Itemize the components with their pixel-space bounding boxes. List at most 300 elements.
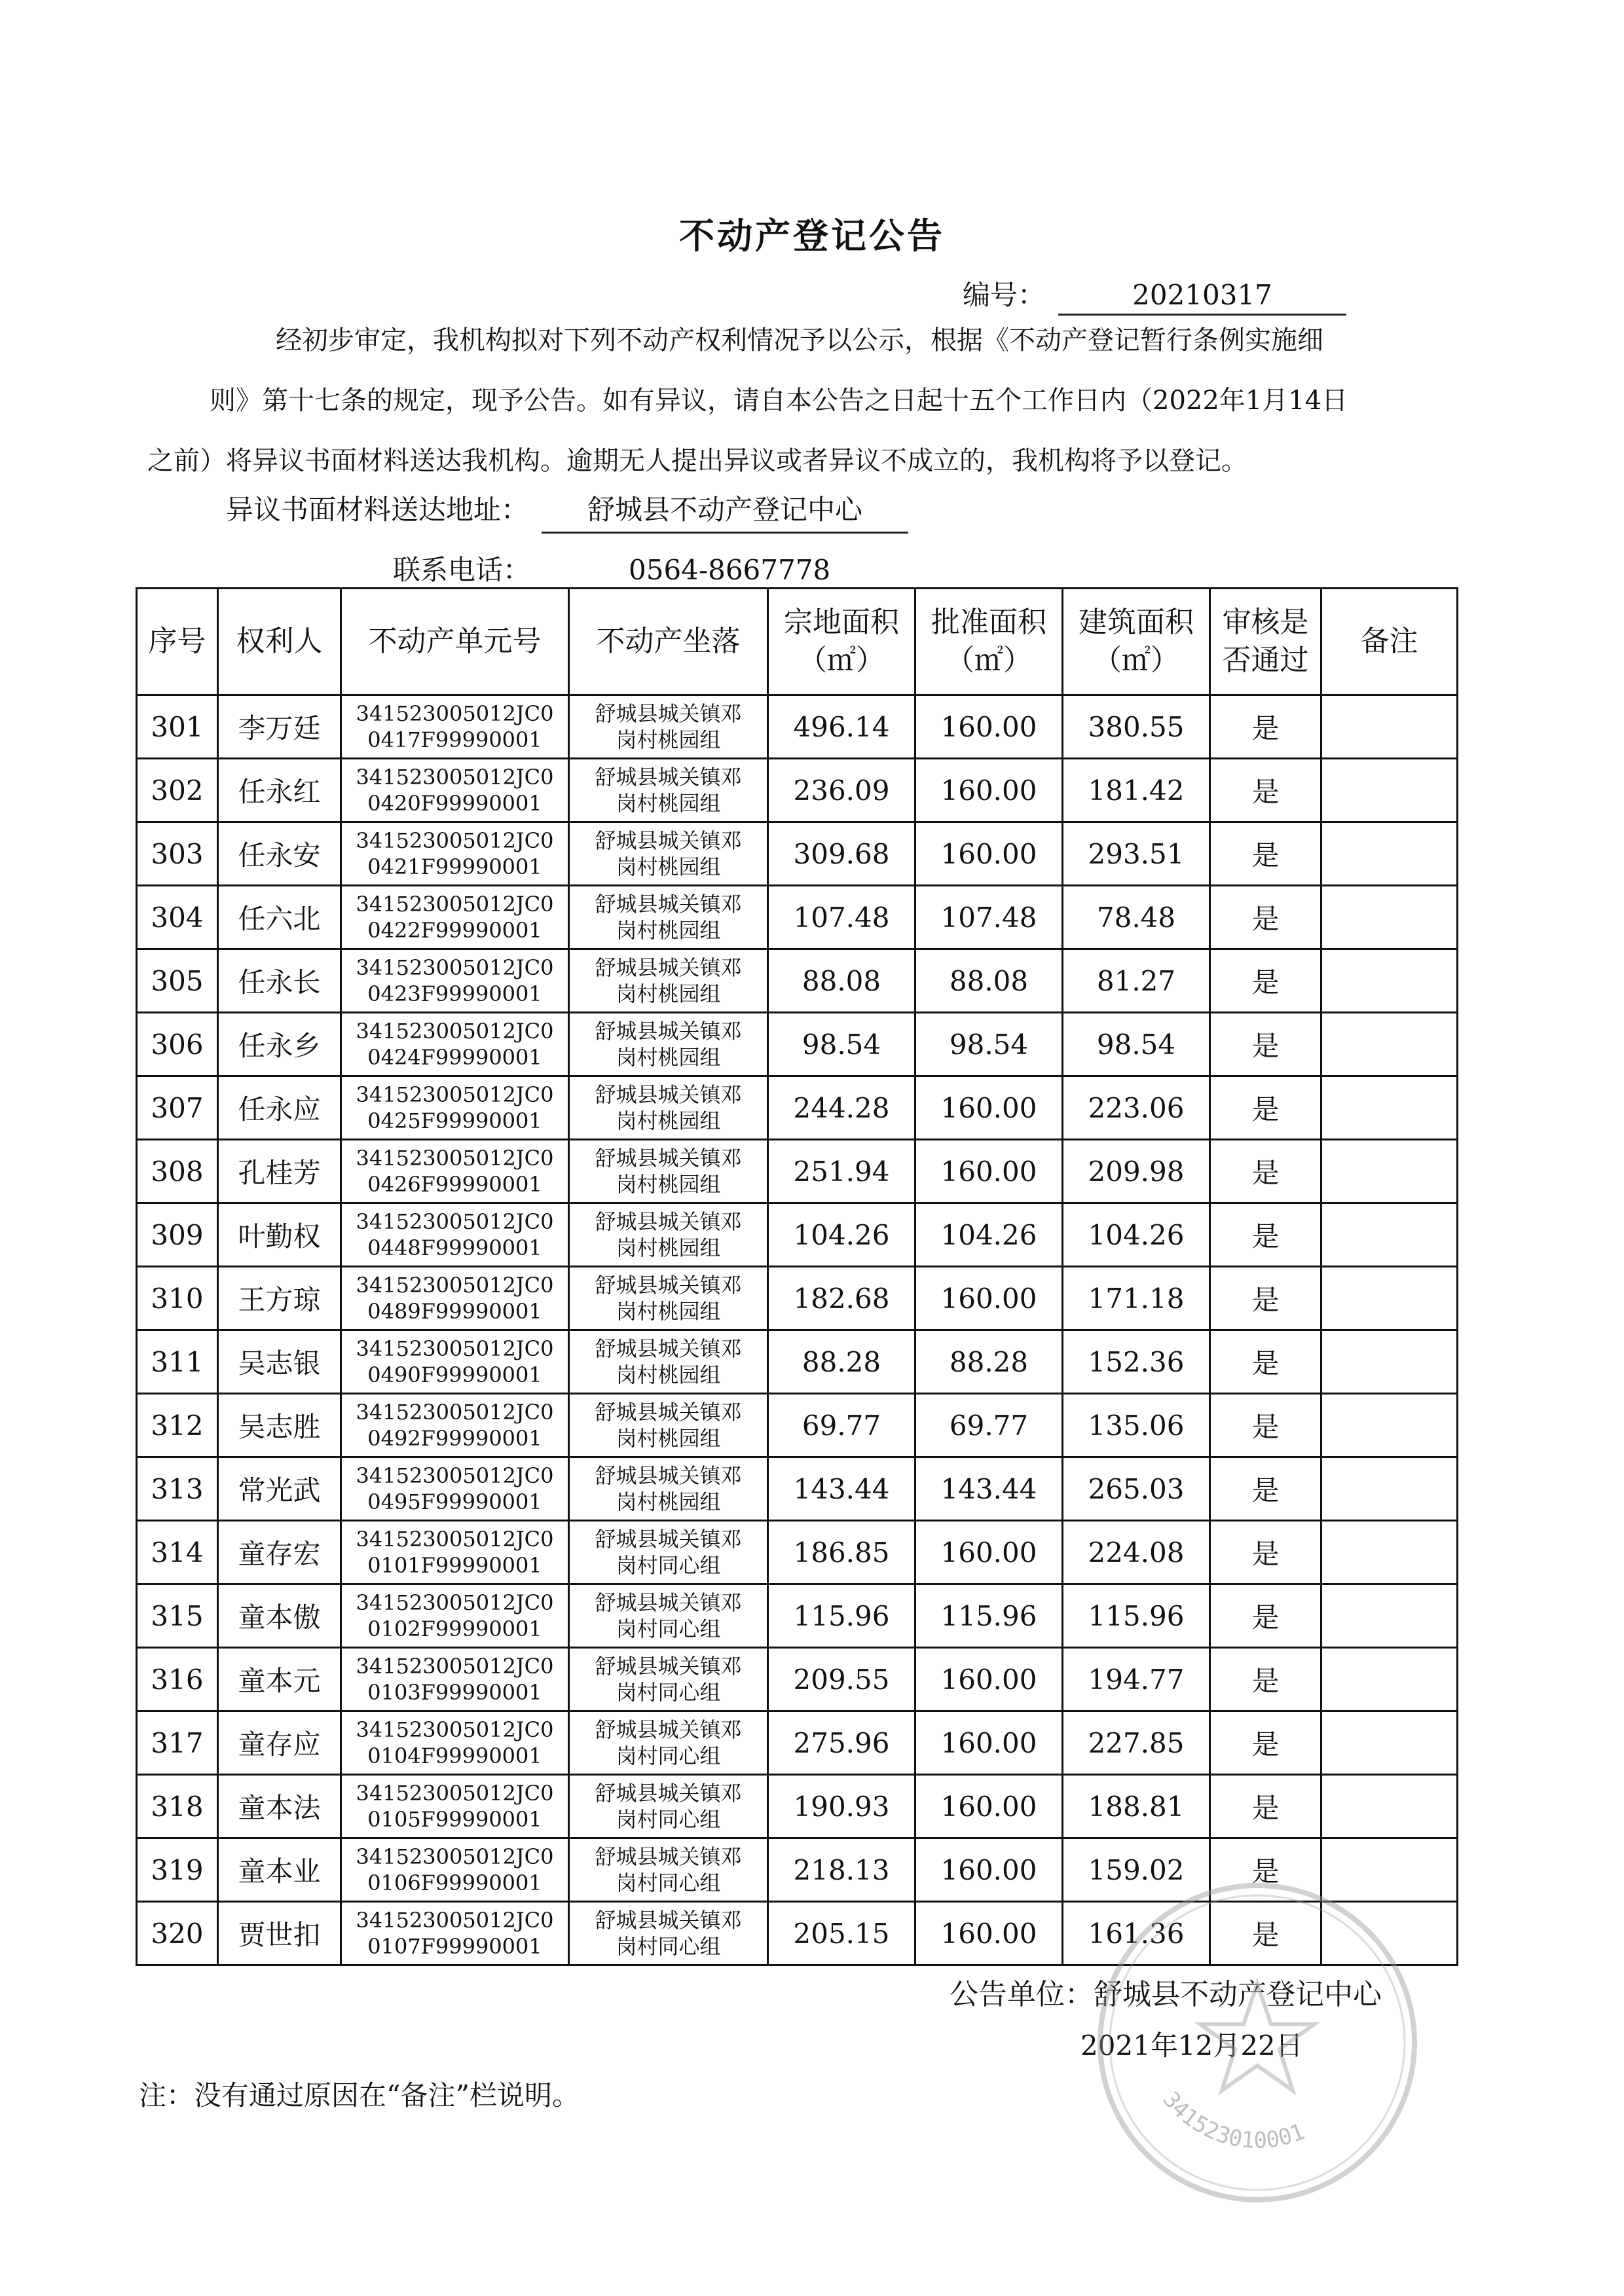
cell-land-area <box>768 695 915 759</box>
cell-unit-no <box>341 1140 569 1203</box>
cell-seq <box>137 1457 218 1521</box>
table-row <box>137 1267 1458 1330</box>
cell-passed <box>1210 1457 1321 1521</box>
cell-approved-area <box>915 1267 1063 1330</box>
cell-owner-text: 叶勤权 <box>238 1220 321 1252</box>
cell-seq <box>137 1584 218 1648</box>
cell-unit-no-text: 0417F99990001 <box>367 727 542 752</box>
cell-building-area <box>1063 1076 1210 1140</box>
cell-land-area-text: 218.13 <box>793 1853 890 1886</box>
cell-owner-text: 吴志银 <box>238 1347 321 1379</box>
cell-unit-no-text: 341523005012JC0 <box>356 765 554 790</box>
cell-building-area-text: 159.02 <box>1088 1853 1185 1886</box>
cell-owner <box>218 1076 341 1140</box>
table-row <box>137 1457 1458 1521</box>
table-row <box>137 949 1458 1013</box>
cell-land-area-text: 205.15 <box>793 1917 890 1950</box>
cell-location-text: 岗村同心组 <box>616 1743 721 1768</box>
cell-passed <box>1210 1521 1321 1584</box>
cell-building-area-text: 115.96 <box>1088 1599 1185 1632</box>
cell-seq <box>137 1775 218 1838</box>
cell-location-text: 岗村桃园组 <box>616 727 721 752</box>
cell-location <box>569 1648 768 1711</box>
cell-unit-no-text: 0423F99990001 <box>367 981 542 1006</box>
cell-unit-no-text: 341523005012JC0 <box>356 1273 554 1298</box>
cell-building-area-text: 161.36 <box>1088 1917 1185 1950</box>
cell-land-area <box>768 886 915 949</box>
cell-passed <box>1210 1267 1321 1330</box>
cell-unit-no-text: 341523005012JC0 <box>356 828 554 853</box>
cell-passed-text: 是 <box>1251 1538 1280 1570</box>
cell-unit-no <box>341 759 569 822</box>
table-header-row <box>137 589 1458 695</box>
cell-approved-area <box>915 1457 1063 1521</box>
cell-seq-text: 303 <box>151 837 204 870</box>
cell-land-area <box>768 949 915 1013</box>
cell-owner <box>218 759 341 822</box>
cell-building-area <box>1063 1775 1210 1838</box>
cell-passed-text: 是 <box>1251 1855 1280 1887</box>
cell-unit-no-text: 341523005012JC0 <box>356 1336 554 1361</box>
cell-approved-area <box>915 886 1063 949</box>
cell-approved-area <box>915 695 1063 759</box>
cell-seq <box>137 1838 218 1902</box>
cell-seq-text: 313 <box>151 1472 204 1505</box>
cell-passed-text: 是 <box>1251 1792 1280 1824</box>
cell-owner <box>218 695 341 759</box>
cell-owner-text: 任六北 <box>238 903 321 935</box>
cell-building-area <box>1063 1203 1210 1267</box>
cell-approved-area-text: 160.00 <box>940 774 1037 807</box>
cell-location <box>569 1330 768 1394</box>
cell-unit-no <box>341 1203 569 1267</box>
cell-owner <box>218 1584 341 1648</box>
cell-location-text: 舒城县城关镇邓 <box>595 1400 742 1425</box>
cell-land-area <box>768 1584 915 1648</box>
cell-location-text: 舒城县城关镇邓 <box>595 1908 742 1933</box>
cell-unit-no-text: 341523005012JC0 <box>356 1146 554 1171</box>
cell-building-area-text: 209.98 <box>1088 1155 1185 1188</box>
cell-owner-text: 童本法 <box>238 1792 321 1824</box>
cell-owner <box>218 1838 341 1902</box>
cell-owner <box>218 1902 341 1965</box>
cell-passed <box>1210 822 1321 886</box>
cell-building-area-text: 78.48 <box>1096 901 1176 934</box>
cell-passed-text: 是 <box>1251 1665 1280 1697</box>
cell-land-area <box>768 759 915 822</box>
cell-land-area-text: 244.28 <box>793 1091 890 1124</box>
cell-unit-no-text: 341523005012JC0 <box>356 1527 554 1552</box>
cell-owner <box>218 1521 341 1584</box>
header-unit-no: 不动产单元号 <box>341 589 569 695</box>
header-land-area-line2: （㎡） <box>798 644 885 677</box>
paragraph-line-1: 经初步审定，我机构拟对下列不动产权利情况予以公示，根据《不动产登记暂行条例实施细 <box>276 325 1323 355</box>
cell-building-area <box>1063 1584 1210 1648</box>
cell-owner <box>218 822 341 886</box>
cell-unit-no-text: 341523005012JC0 <box>356 1463 554 1488</box>
cell-unit-no-text: 0102F99990001 <box>367 1616 542 1641</box>
cell-approved-area <box>915 1521 1063 1584</box>
cell-owner <box>218 1457 341 1521</box>
cell-approved-area <box>915 1711 1063 1775</box>
cell-remark <box>1321 1267 1458 1330</box>
cell-approved-area-text: 160.00 <box>940 1663 1037 1696</box>
cell-location-text: 岗村桃园组 <box>616 1362 721 1387</box>
cell-building-area <box>1063 1457 1210 1521</box>
cell-approved-area <box>915 949 1063 1013</box>
cell-unit-no-text: 0107F99990001 <box>367 1934 542 1959</box>
header-building-area-line2: （㎡） <box>1093 644 1179 677</box>
cell-remark <box>1321 1775 1458 1838</box>
cell-passed <box>1210 1203 1321 1267</box>
cell-owner <box>218 1711 341 1775</box>
cell-unit-no-text: 341523005012JC0 <box>356 1844 554 1869</box>
cell-seq-text: 314 <box>151 1536 204 1569</box>
cell-unit-no-text: 0105F99990001 <box>367 1807 542 1832</box>
cell-approved-area-text: 160.00 <box>940 1155 1037 1188</box>
cell-seq-text: 315 <box>151 1599 204 1632</box>
cell-approved-area-text: 160.00 <box>940 1536 1037 1569</box>
cell-approved-area-text: 160.00 <box>940 1091 1037 1124</box>
cell-building-area <box>1063 1521 1210 1584</box>
cell-unit-no <box>341 1013 569 1076</box>
cell-seq <box>137 1394 218 1457</box>
cell-owner <box>218 1013 341 1076</box>
cell-land-area <box>768 1457 915 1521</box>
cell-building-area-text: 194.77 <box>1088 1663 1185 1696</box>
cell-unit-no-text: 0104F99990001 <box>367 1743 542 1768</box>
cell-seq <box>137 1648 218 1711</box>
cell-location-text: 舒城县城关镇邓 <box>595 828 742 853</box>
table-row <box>137 1775 1458 1838</box>
cell-remark <box>1321 1203 1458 1267</box>
cell-owner-text: 任永应 <box>238 1093 321 1125</box>
cell-approved-area-text: 115.96 <box>940 1599 1037 1632</box>
table-row <box>137 1394 1458 1457</box>
cell-location-text: 岗村同心组 <box>616 1934 721 1959</box>
cell-building-area-text: 227.85 <box>1088 1726 1185 1759</box>
cell-approved-area <box>915 1203 1063 1267</box>
cell-passed <box>1210 1648 1321 1711</box>
cell-location-text: 岗村桃园组 <box>616 1426 721 1451</box>
cell-land-area <box>768 1838 915 1902</box>
cell-owner-text: 任永长 <box>238 966 321 998</box>
cell-location <box>569 759 768 822</box>
cell-location-text: 岗村桃园组 <box>616 918 721 943</box>
cell-land-area-text: 309.68 <box>793 837 890 870</box>
cell-approved-area-text: 160.00 <box>940 1282 1037 1315</box>
cell-seq-text: 318 <box>151 1790 204 1823</box>
cell-location-text: 舒城县城关镇邓 <box>595 1019 742 1044</box>
cell-seq <box>137 759 218 822</box>
cell-unit-no-text: 0101F99990001 <box>367 1553 542 1578</box>
cell-owner-text: 任永红 <box>238 776 321 808</box>
table-row <box>137 1584 1458 1648</box>
objection-address <box>226 488 908 534</box>
cell-seq <box>137 1203 218 1267</box>
cell-land-area-text: 209.55 <box>793 1663 890 1696</box>
cell-unit-no <box>341 1648 569 1711</box>
cell-seq-text: 306 <box>151 1028 204 1061</box>
cell-owner <box>218 1203 341 1267</box>
cell-land-area-text: 69.77 <box>802 1409 881 1442</box>
cell-passed-text: 是 <box>1251 712 1280 744</box>
cell-unit-no-text: 0426F99990001 <box>367 1172 542 1197</box>
header-approved-line2: 否通过 <box>1222 644 1309 677</box>
cell-land-area <box>768 1394 915 1457</box>
cell-seq <box>137 822 218 886</box>
header-land-area <box>768 589 915 695</box>
cell-approved-area <box>915 1838 1063 1902</box>
cell-building-area-text: 104.26 <box>1088 1218 1185 1251</box>
cell-location-text: 舒城县城关镇邓 <box>595 1590 742 1615</box>
cell-owner <box>218 1330 341 1394</box>
cell-building-area <box>1063 886 1210 949</box>
cell-seq <box>137 1330 218 1394</box>
cell-passed-text: 是 <box>1251 1919 1280 1951</box>
cell-approved-area <box>915 1394 1063 1457</box>
official-seal <box>1087 1872 1428 2213</box>
cell-location <box>569 949 768 1013</box>
table-row <box>137 822 1458 886</box>
cell-location-text: 岗村同心组 <box>616 1680 721 1705</box>
cell-location-text: 舒城县城关镇邓 <box>595 1209 742 1234</box>
cell-unit-no-text: 341523005012JC0 <box>356 701 554 726</box>
cell-owner-text: 任永安 <box>238 839 321 871</box>
cell-location-text: 岗村桃园组 <box>616 1489 721 1514</box>
document-number <box>963 274 1346 316</box>
cell-location-text: 岗村桃园组 <box>616 1108 721 1133</box>
cell-seq <box>137 1267 218 1330</box>
cell-unit-no-text: 341523005012JC0 <box>356 1019 554 1044</box>
cell-location <box>569 1457 768 1521</box>
cell-remark <box>1321 1394 1458 1457</box>
cell-building-area-text: 224.08 <box>1088 1536 1185 1569</box>
cell-seq-text: 309 <box>151 1218 204 1251</box>
issue-date: 2021年12月22日 <box>1080 2030 1303 2062</box>
table-row <box>137 1711 1458 1775</box>
cell-location <box>569 1711 768 1775</box>
cell-approved-area-text: 160.00 <box>940 710 1037 743</box>
cell-location-text: 岗村同心组 <box>616 1616 721 1641</box>
cell-land-area <box>768 1902 915 1965</box>
cell-location <box>569 1140 768 1203</box>
cell-seq-text: 307 <box>151 1091 204 1124</box>
cell-approved-area-text: 160.00 <box>940 1726 1037 1759</box>
cell-location-text: 岗村桃园组 <box>616 1299 721 1324</box>
cell-unit-no-text: 0425F99990001 <box>367 1108 542 1133</box>
cell-land-area-text: 182.68 <box>793 1282 890 1315</box>
cell-unit-no <box>341 1838 569 1902</box>
cell-location-text: 舒城县城关镇邓 <box>595 1082 742 1107</box>
cell-owner-text: 童本傲 <box>238 1601 321 1633</box>
cell-approved-area-text: 69.77 <box>949 1409 1029 1442</box>
cell-remark <box>1321 1140 1458 1203</box>
cell-unit-no <box>341 1330 569 1394</box>
cell-land-area <box>768 1775 915 1838</box>
cell-seq <box>137 1076 218 1140</box>
cell-passed-text: 是 <box>1251 1728 1280 1760</box>
cell-seq <box>137 1521 218 1584</box>
cell-approved-area <box>915 759 1063 822</box>
cell-unit-no-text: 341523005012JC0 <box>356 1717 554 1742</box>
cell-owner-text: 吴志胜 <box>238 1411 321 1443</box>
cell-building-area-text: 81.27 <box>1096 964 1176 997</box>
cell-owner-text: 常光武 <box>238 1474 321 1506</box>
header-approved-line1: 审核是 <box>1222 606 1309 639</box>
cell-location <box>569 695 768 759</box>
cell-unit-no-text: 0490F99990001 <box>367 1362 542 1387</box>
cell-passed-text: 是 <box>1251 1474 1280 1506</box>
header-location: 不动产坐落 <box>569 589 768 695</box>
cell-location <box>569 1267 768 1330</box>
cell-unit-no <box>341 1711 569 1775</box>
cell-passed-text: 是 <box>1251 1093 1280 1125</box>
cell-passed <box>1210 1076 1321 1140</box>
cell-location-text: 舒城县城关镇邓 <box>595 765 742 790</box>
table-row <box>137 1076 1458 1140</box>
cell-building-area <box>1063 695 1210 759</box>
cell-building-area-text: 98.54 <box>1096 1028 1176 1061</box>
cell-location-text: 舒城县城关镇邓 <box>595 1273 742 1298</box>
cell-location-text: 岗村桃园组 <box>616 791 721 816</box>
cell-unit-no-text: 341523005012JC0 <box>356 1082 554 1107</box>
cell-unit-no-text: 0106F99990001 <box>367 1870 542 1895</box>
cell-passed-text: 是 <box>1251 839 1280 871</box>
cell-location-text: 舒城县城关镇邓 <box>595 1527 742 1552</box>
cell-land-area-text: 115.96 <box>793 1599 890 1632</box>
cell-passed <box>1210 1711 1321 1775</box>
cell-unit-no-text: 341523005012JC0 <box>356 1209 554 1234</box>
cell-land-area <box>768 1140 915 1203</box>
cell-building-area-text: 181.42 <box>1088 774 1185 807</box>
cell-land-area-text: 186.85 <box>793 1536 890 1569</box>
cell-unit-no-text: 0448F99990001 <box>367 1235 542 1260</box>
cell-land-area <box>768 1076 915 1140</box>
cell-owner <box>218 1775 341 1838</box>
cell-seq-text: 310 <box>151 1282 204 1315</box>
cell-land-area <box>768 1648 915 1711</box>
cell-location-text: 舒城县城关镇邓 <box>595 955 742 980</box>
cell-passed <box>1210 1140 1321 1203</box>
cell-location-text: 舒城县城关镇邓 <box>595 1336 742 1361</box>
cell-remark <box>1321 695 1458 759</box>
cell-unit-no-text: 341523005012JC0 <box>356 1654 554 1679</box>
header-building-area <box>1063 589 1210 695</box>
cell-owner-text: 童本元 <box>238 1665 321 1697</box>
cell-unit-no-text: 0489F99990001 <box>367 1299 542 1324</box>
cell-approved-area-text: 160.00 <box>940 1790 1037 1823</box>
table-row <box>137 1521 1458 1584</box>
page-title: 不动产登记公告 <box>679 215 945 257</box>
cell-remark <box>1321 886 1458 949</box>
cell-unit-no-text: 341523005012JC0 <box>356 892 554 917</box>
cell-unit-no <box>341 1584 569 1648</box>
cell-passed-text: 是 <box>1251 1284 1280 1316</box>
cell-approved-area-text: 160.00 <box>940 837 1037 870</box>
footnote: 注：没有通过原因在“备注”栏说明。 <box>139 2079 580 2111</box>
cell-location-text: 岗村桃园组 <box>616 1045 721 1070</box>
cell-passed <box>1210 1584 1321 1648</box>
cell-approved-area <box>915 822 1063 886</box>
cell-location-text: 岗村同心组 <box>616 1870 721 1895</box>
seal-code: 341523010001 <box>1157 2086 1308 2155</box>
cell-approved-area-text: 104.26 <box>940 1218 1037 1251</box>
cell-passed <box>1210 1394 1321 1457</box>
cell-owner-text: 任永乡 <box>238 1030 321 1062</box>
cell-unit-no <box>341 886 569 949</box>
cell-location <box>569 1076 768 1140</box>
cell-passed-text: 是 <box>1251 1347 1280 1379</box>
cell-building-area-text: 188.81 <box>1088 1790 1185 1823</box>
cell-unit-no <box>341 1521 569 1584</box>
cell-passed <box>1210 759 1321 822</box>
cell-approved-area <box>915 1013 1063 1076</box>
cell-unit-no-text: 0420F99990001 <box>367 791 542 816</box>
cell-unit-no-text: 0424F99990001 <box>367 1045 542 1070</box>
paragraph-line-3: 之前）将异议书面材料送达我机构。逾期无人提出异议或者异议不成立的，我机构将予以登记。 <box>147 446 1247 476</box>
cell-unit-no-text: 0495F99990001 <box>367 1489 542 1514</box>
cell-approved-area-text: 160.00 <box>940 1853 1037 1886</box>
cell-seq-text: 312 <box>151 1409 204 1442</box>
cell-building-area <box>1063 759 1210 822</box>
cell-building-area-text: 293.51 <box>1088 837 1185 870</box>
cell-building-area-text: 152.36 <box>1088 1345 1185 1378</box>
cell-passed-text: 是 <box>1251 1220 1280 1252</box>
cell-location-text: 岗村桃园组 <box>616 981 721 1006</box>
cell-unit-no <box>341 1076 569 1140</box>
cell-approved-area-text: 88.28 <box>949 1345 1029 1378</box>
cell-remark <box>1321 759 1458 822</box>
cell-passed-text: 是 <box>1251 1411 1280 1443</box>
cell-location <box>569 886 768 949</box>
header-remark: 备注 <box>1321 589 1458 695</box>
cell-unit-no-text: 341523005012JC0 <box>356 1590 554 1615</box>
cell-location <box>569 1775 768 1838</box>
cell-remark <box>1321 1076 1458 1140</box>
cell-location-text: 舒城县城关镇邓 <box>595 1146 742 1171</box>
cell-approved-area-text: 143.44 <box>940 1472 1037 1505</box>
cell-unit-no <box>341 1267 569 1330</box>
cell-remark <box>1321 1013 1458 1076</box>
table-row <box>137 886 1458 949</box>
table-row <box>137 1140 1458 1203</box>
cell-building-area <box>1063 822 1210 886</box>
cell-unit-no-text: 0103F99990001 <box>367 1680 542 1705</box>
cell-remark <box>1321 1521 1458 1584</box>
header-seq: 序号 <box>137 589 218 695</box>
cell-land-area <box>768 822 915 886</box>
cell-seq-text: 317 <box>151 1726 204 1759</box>
cell-unit-no-text: 341523005012JC0 <box>356 1908 554 1933</box>
cell-seq-text: 320 <box>151 1917 204 1950</box>
cell-location-text: 舒城县城关镇邓 <box>595 1781 742 1806</box>
cell-unit-no <box>341 1394 569 1457</box>
cell-seq-text: 308 <box>151 1155 204 1188</box>
cell-location <box>569 1902 768 1965</box>
cell-land-area-text: 104.26 <box>793 1218 890 1251</box>
header-land-area-line1: 宗地面积 <box>784 606 899 639</box>
header-approved-area-line1: 批准面积 <box>931 606 1046 639</box>
cell-owner-text: 李万廷 <box>238 712 321 744</box>
cell-seq-text: 301 <box>151 710 204 743</box>
cell-passed <box>1210 886 1321 949</box>
cell-unit-no <box>341 1775 569 1838</box>
cell-location <box>569 1838 768 1902</box>
cell-passed-text: 是 <box>1251 903 1280 935</box>
cell-passed <box>1210 695 1321 759</box>
cell-passed <box>1210 1013 1321 1076</box>
